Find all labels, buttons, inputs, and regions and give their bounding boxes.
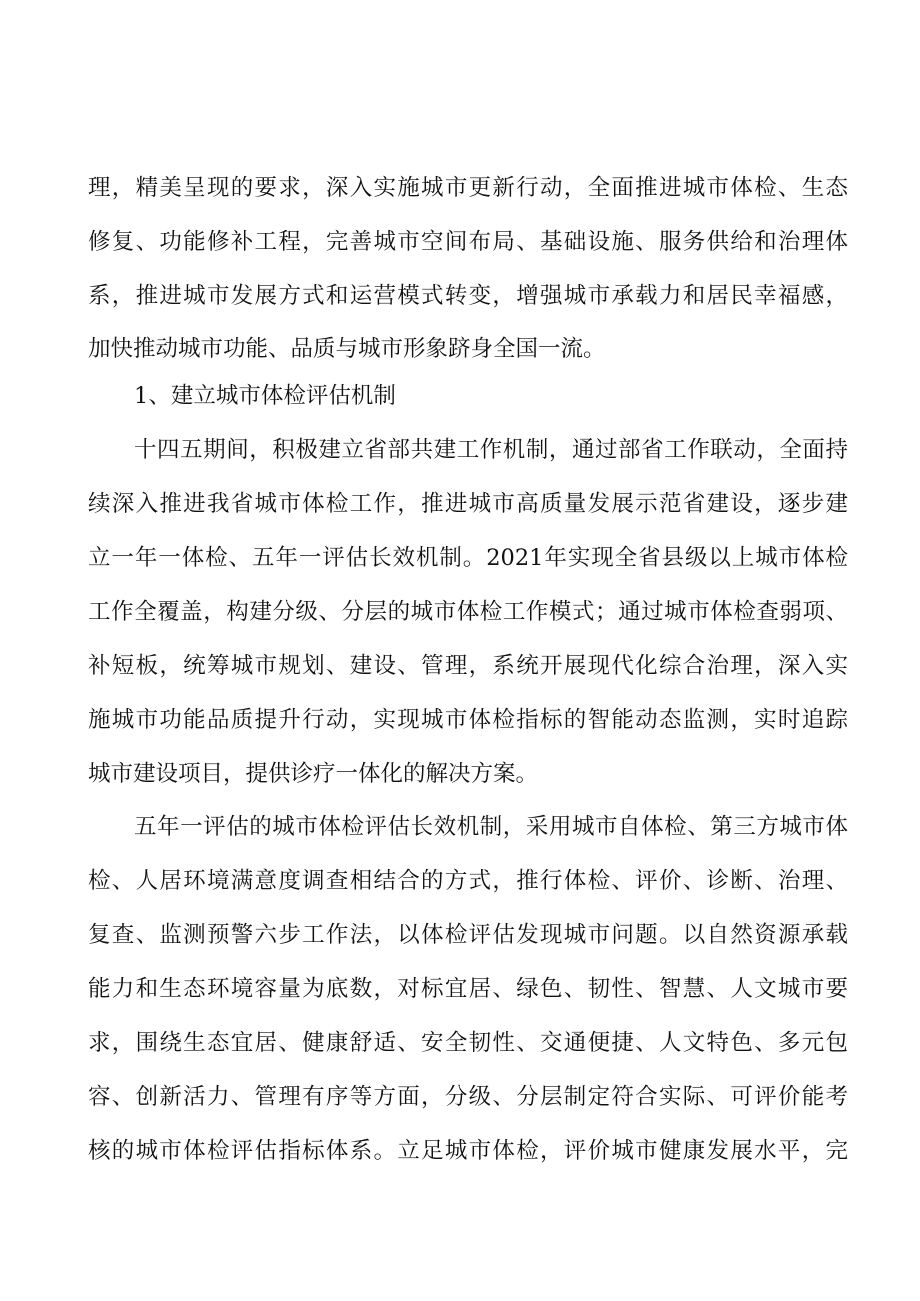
paragraph-line: 复查、监测预警六步工作法，以体检评估发现城市问题。以自然资源承载 [88,922,848,948]
paragraph-line: 续深入推进我省城市体检工作，推进城市高质量发展示范省建设，逐步建 [88,491,848,517]
paragraph-line: 补短板，统筹城市规划、建设、管理，系统开展现代化综合治理，深入实 [88,653,848,679]
paragraph-line: 立一年一体检、五年一评估长效机制。2021年实现全省县级以上城市体检 [88,545,848,571]
paragraph-line: 五年一评估的城市体检评估长效机制，采用城市自体检、第三方城市体 [134,814,848,840]
paragraph-line: 能力和生态环境容量为底数，对标宜居、绿色、韧性、智慧、人文城市要 [88,976,848,1002]
section-heading: 1、建立城市体检评估机制 [134,383,396,409]
paragraph-line: 核的城市体检评估指标体系。立足城市体检，评价城市健康发展水平，完 [88,1138,848,1164]
paragraph-line: 十四五期间，积极建立省部共建工作机制，通过部省工作联动，全面持 [134,437,848,463]
paragraph-line: 求，围绕生态宜居、健康舒适、安全韧性、交通便捷、人文特色、多元包 [88,1030,848,1056]
paragraph-line: 加快推动城市功能、品质与城市形象跻身全国一流。 [88,336,606,362]
paragraph-line: 理，精美呈现的要求，深入实施城市更新行动，全面推进城市体检、生态 [88,175,848,201]
paragraph-line: 检、人居环境满意度调查相结合的方式，推行体检、评价、诊断、治理、 [88,868,848,894]
paragraph-line: 工作全覆盖，构建分级、分层的城市体检工作模式；通过城市体检查弱项、 [88,599,848,625]
paragraph-line: 施城市功能品质提升行动，实现城市体检指标的智能动态监测，实时追踪 [88,707,848,733]
paragraph-line: 容、创新活力、管理有序等方面，分级、分层制定符合实际、可评价能考 [88,1084,848,1110]
paragraph-line: 修复、功能修补工程，完善城市空间布局、基础设施、服务供给和治理体 [88,229,848,255]
paragraph-line: 城市建设项目，提供诊疗一体化的解决方案。 [88,761,539,787]
paragraph-line: 系，推进城市发展方式和运营模式转变，增强城市承载力和居民幸福感， [88,283,848,309]
